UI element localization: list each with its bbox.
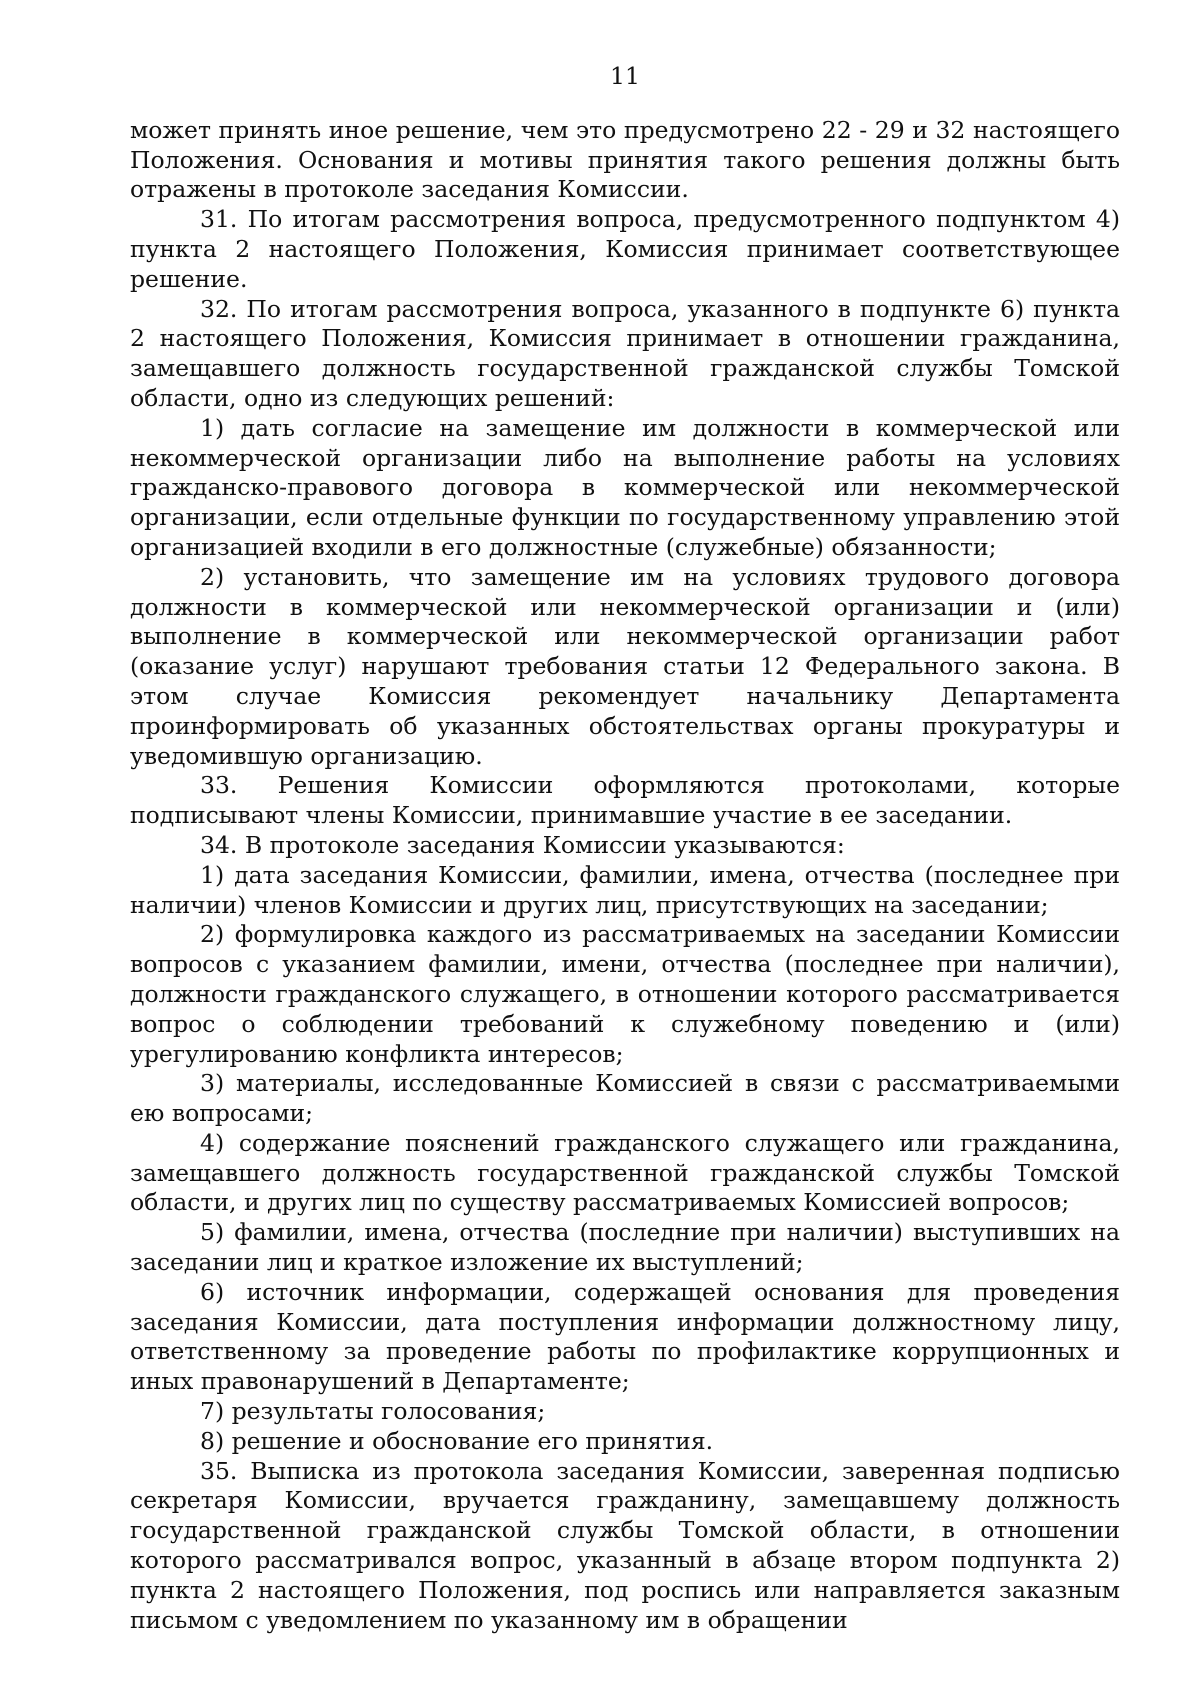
paragraph: 31. По итогам рассмотрения вопроса, предусмотренного подпунктом 4) пункта 2 настоящего Положения, Комиссия принимает соответствующее решение. [130, 205, 1120, 293]
document-body [130, 116, 1120, 1636]
paragraph: 34. В протоколе заседания Комиссии указываются: [200, 830, 845, 859]
document-page [130, 62, 1120, 1635]
paragraph: 32. По итогам рассмотрения вопроса, указанного в подпункте 6) пункта 2 настоящего Положения, Комиссия принимает в отношении гражданина, замещавшего должность государственной гражданской службы Томской области, одно из следующих решений: [130, 294, 1120, 412]
paragraph: 4) содержание пояснений гражданского служащего или гражданина, замещавшего должность государственной гражданской службы Томской области, и других лиц по существу рассматриваемых Комиссией вопросов; [130, 1128, 1120, 1217]
paragraph: 1) дата заседания Комиссии, фамилии, имена, отчества (последнее при наличии) членов Комиссии и других лиц, присутствующих на заседании; [130, 860, 1120, 919]
paragraph: 35. Выписка из протокола заседания Комиссии, заверенная подписью секретаря Комиссии, вручается гражданину, замещавшему должность государственной гражданской службы Томской области, в отношении которого рассматривался вопрос, указанный в абзаце втором подпункта 2) пункта 2 настоящего Положения, под роспись или направляется заказным письмом с уведомлением по указанному им в обращении [130, 1456, 1120, 1634]
paragraph: 2) установить, что замещение им на условиях трудового договора должности в коммерческой или некоммерческой организации и (или) выполнение в коммерческой или некоммерческой организации работ (оказание услуг) нарушают требования статьи 12 Федерального закона. В этом случае Комиссия рекомендует начальнику Департамента проинформировать об указанных обстоятельствах органы прокуратуры и уведомившую организацию. [130, 562, 1120, 770]
paragraph: может принять иное решение, чем это предусмотрено 22 - 29 и 32 настоящего Положения. Основания и мотивы принятия такого решения должны быть отражены в протоколе заседания Комиссии. [130, 115, 1120, 204]
paragraph: 3) материалы, исследованные Комиссией в связи с рассматриваемыми ею вопросами; [130, 1069, 1120, 1128]
paragraph: 5) фамилии, имена, отчества (последние при наличии) выступивших на заседании лиц и краткое изложение их выступлений; [130, 1218, 1120, 1277]
paragraph: 2) формулировка каждого из рассматриваемых на заседании Комиссии вопросов с указанием фамилии, имени, отчества (последнее при наличии), должности гражданского служащего, в отношении которого рассматривается вопрос о соблюдении требований к служебному поведению и (или) урегулированию конфликта интересов; [130, 920, 1120, 1068]
paragraph: 33. Решения Комиссии оформляются протоколами, которые подписывают члены Комиссии, принимавшие участие в ее заседании. [130, 771, 1120, 830]
page-number: 11 [610, 62, 640, 90]
paragraph: 6) источник информации, содержащей основания для проведения заседания Комиссии, дата поступления информации должностному лицу, ответственному за проведение работы по профилактике коррупционных и иных правонарушений в Департаменте; [130, 1277, 1120, 1396]
paragraph: 8) решение и обоснование его принятия. [200, 1426, 714, 1455]
paragraph: 1) дать согласие на замещение им должности в коммерческой или некоммерческой организации либо на выполнение работы на условиях гражданско-правового договора в коммерческой или некоммерческой организации, если отдельные функции по государственному управлению этой организацией входили в его должностные (служебные) обязанности; [130, 413, 1120, 561]
paragraph: 7) результаты голосования; [200, 1397, 546, 1426]
